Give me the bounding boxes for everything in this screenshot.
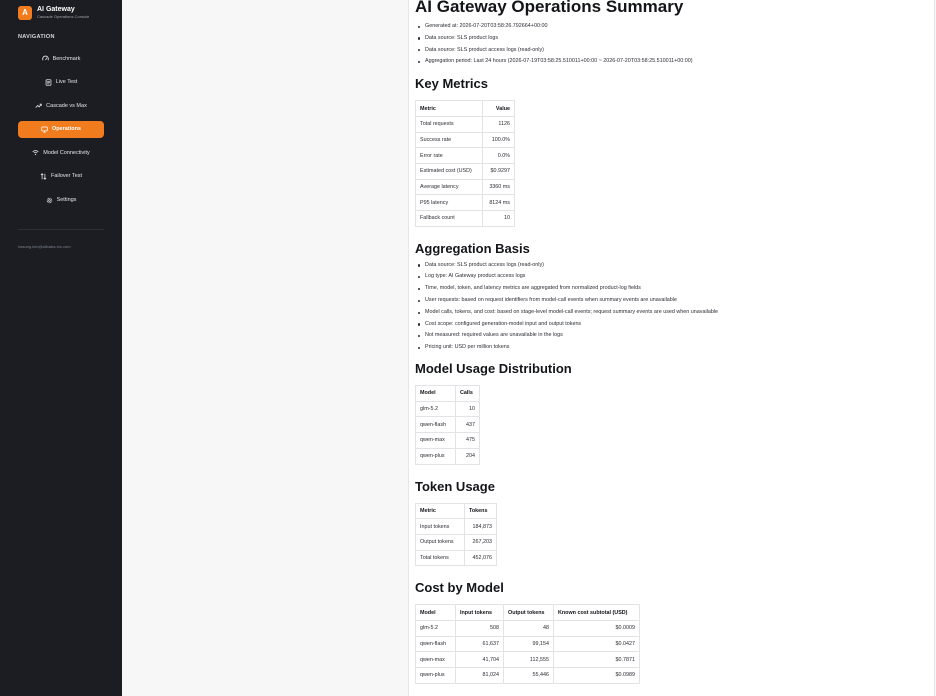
table-cell: 10 [483, 211, 515, 227]
table-cell: glm-5.2 [416, 620, 456, 636]
table-cell: 81,024 [456, 668, 504, 684]
token-usage-table [415, 503, 497, 567]
table-cell: glm-5.2 [416, 401, 456, 417]
table-header-row [416, 101, 515, 117]
list-item: Data source: SLS product logs [418, 33, 934, 45]
table-cell: $0.0009 [554, 620, 640, 636]
nav-label-settings: Settings [56, 197, 77, 204]
table-row [416, 433, 480, 449]
aggregation-basis-heading: Aggregation Basis [415, 240, 530, 256]
table-cell: 55,446 [504, 668, 554, 684]
table-row [416, 652, 640, 668]
table-row [416, 448, 480, 464]
column-header: Input tokens [456, 605, 504, 621]
table-row [416, 620, 640, 636]
model-usage-table [415, 385, 480, 464]
column-header: Model [416, 605, 456, 621]
table-row [416, 636, 640, 652]
table-cell: 99,154 [504, 636, 554, 652]
table-cell: Input tokens [416, 519, 465, 535]
table-cell: P95 latency [416, 195, 483, 211]
brand-subtitle: Cascade Operations Console [37, 14, 90, 19]
table-row [416, 401, 480, 417]
list-item: Cost scope: configured generation-model input and output tokens [418, 319, 934, 331]
table-cell: qwen-max [416, 652, 456, 668]
table-row [416, 534, 497, 550]
list-item: Model calls, tokens, and cost: based on stage-level model-call events; request summary events are used when unavailable [418, 307, 934, 319]
nav-label-benchmark: Benchmark [52, 55, 81, 62]
table-cell: 184,873 [465, 519, 497, 535]
report-meta-list [418, 21, 934, 68]
table-cell: 10 [456, 401, 480, 417]
table-row [416, 132, 515, 148]
nav-label-cascade-vs-max: Cascade vs Max [46, 102, 87, 109]
column-header: Metric [416, 503, 465, 519]
table-header-row [416, 503, 497, 519]
table-cell: qwen-flash [416, 636, 456, 652]
table-row [416, 417, 480, 433]
model-usage-heading: Model Usage Distribution [415, 361, 572, 377]
list-item: Log type: AI Gateway product access logs [418, 271, 934, 283]
table-row [416, 550, 497, 566]
key-metrics-table [415, 100, 515, 227]
brand-text [37, 5, 89, 20]
table-cell: Error rate [416, 148, 483, 164]
brand-logo: A [18, 6, 32, 20]
table-cell: $0.0989 [554, 668, 640, 684]
nav-label-operations: Operations [51, 126, 82, 133]
table-cell: 3360 ms [483, 179, 515, 195]
table-cell: 100.0% [483, 132, 515, 148]
table-cell: $0.0427 [554, 636, 640, 652]
report-panel[interactable] [408, 0, 935, 696]
nav-list [18, 50, 104, 215]
column-header: Output tokens [504, 605, 554, 621]
table-cell: $0.7871 [554, 652, 640, 668]
table-row [416, 179, 515, 195]
list-item: Pricing unit: USD per million tokens [418, 342, 934, 354]
table-cell: 437 [456, 417, 480, 433]
table-cell: 452,076 [465, 550, 497, 566]
table-cell: 267,203 [465, 534, 497, 550]
nav-item-operations[interactable] [18, 121, 104, 138]
column-header: Tokens [465, 503, 497, 519]
table-row [416, 116, 515, 132]
table-cell: Success rate [416, 132, 483, 148]
wifi-icon [32, 149, 39, 156]
table-cell: qwen-plus [416, 668, 456, 684]
page-title: AI Gateway Operations Summary [415, 0, 684, 16]
sidebar-divider [18, 229, 104, 230]
column-header: Calls [456, 386, 480, 402]
table-cell: qwen-plus [416, 448, 456, 464]
column-header: Value [483, 101, 515, 117]
table-header-row [416, 605, 640, 621]
brand [18, 5, 89, 20]
table-cell: Fallback count [416, 211, 483, 227]
nav-item-cascade-vs-max[interactable] [18, 97, 104, 114]
list-item: Data source: SLS product access logs (read-only) [418, 45, 934, 57]
nav-label-live-test: Live Test [55, 79, 78, 86]
user-email: hasung.kim@alibaba-inc.com [18, 244, 71, 249]
table-cell: 204 [456, 448, 480, 464]
cost-by-model-heading: Cost by Model [415, 580, 504, 596]
table-row [416, 668, 640, 684]
nav-heading: NAVIGATION [18, 34, 55, 40]
table-row [416, 519, 497, 535]
document-icon [45, 79, 52, 86]
gauge-icon [42, 55, 49, 62]
table-row [416, 163, 515, 179]
list-item: Generated at: 2026-07-20T03:58:26.792664+00:00 [418, 21, 934, 33]
list-item: Time, model, token, and latency metrics are aggregated from normalized product-log fields [418, 283, 934, 295]
table-cell: 8124 ms [483, 195, 515, 211]
gear-icon [46, 197, 53, 204]
nav-item-benchmark[interactable] [18, 50, 104, 67]
column-header: Metric [416, 101, 483, 117]
list-item: Not measured: required values are unavailable in the logs [418, 330, 934, 342]
column-header: Model [416, 386, 456, 402]
table-cell: 61,637 [456, 636, 504, 652]
nav-label-model-connectivity: Model Connectivity [43, 149, 90, 156]
sidebar [0, 0, 122, 696]
table-cell: qwen-flash [416, 417, 456, 433]
trend-icon [35, 102, 42, 109]
table-cell: 475 [456, 433, 480, 449]
table-cell: 508 [456, 620, 504, 636]
nav-label-failover-test: Failover Test [50, 173, 83, 180]
brand-title: AI Gateway [37, 6, 75, 13]
cost-by-model-table [415, 604, 640, 683]
swap-icon [40, 173, 47, 180]
table-row [416, 195, 515, 211]
table-cell: Output tokens [416, 534, 465, 550]
table-cell: 41,704 [456, 652, 504, 668]
list-item: Data source: SLS product access logs (read-only) [418, 260, 934, 272]
table-cell: Estimated cost (USD) [416, 163, 483, 179]
table-cell: $0.9297 [483, 163, 515, 179]
table-cell: Average latency [416, 179, 483, 195]
table-row [416, 211, 515, 227]
report-content [409, 0, 934, 684]
monitor-icon [41, 126, 48, 133]
list-item: User requests: based on request identifiers from model-call events when summary events are unavailable [418, 295, 934, 307]
nav-item-model-connectivity[interactable] [18, 144, 104, 161]
nav-item-settings[interactable] [18, 192, 104, 209]
table-cell: 48 [504, 620, 554, 636]
table-cell: 112,555 [504, 652, 554, 668]
key-metrics-heading: Key Metrics [415, 76, 488, 92]
token-usage-heading: Token Usage [415, 478, 495, 494]
table-cell: qwen-max [416, 433, 456, 449]
nav-item-failover-test[interactable] [18, 168, 104, 185]
table-cell: Total requests [416, 116, 483, 132]
table-row [416, 148, 515, 164]
aggregation-basis-list [418, 260, 934, 354]
list-item: Aggregation period: Last 24 hours (2026-07-19T03:58:25.510011+00:00 ~ 2026-07-20T03:58:25.510011+00:00) [418, 56, 934, 68]
column-header: Known cost subtotal (USD) [554, 605, 640, 621]
table-header-row [416, 386, 480, 402]
table-cell: 0.0% [483, 148, 515, 164]
nav-item-live-test[interactable] [18, 74, 104, 91]
table-cell: 1126 [483, 116, 515, 132]
table-cell: Total tokens [416, 550, 465, 566]
